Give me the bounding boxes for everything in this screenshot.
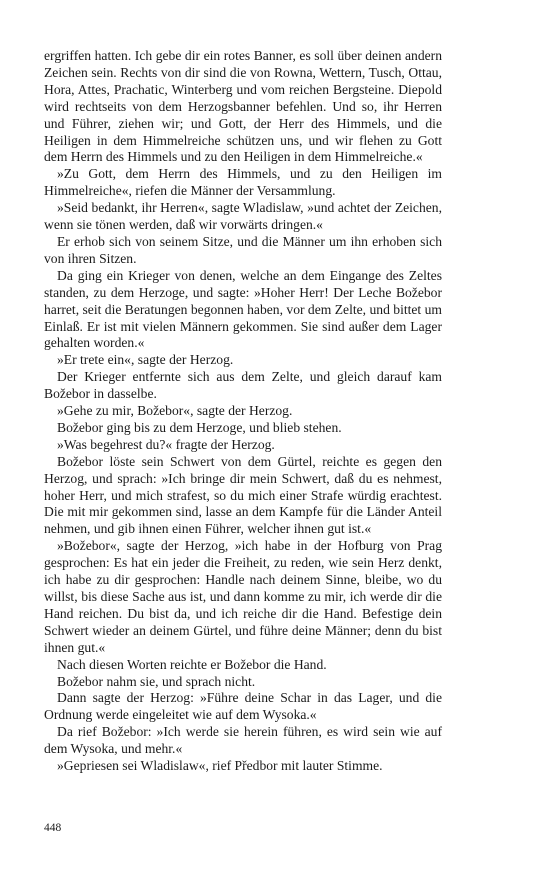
paragraph: Božebor löste sein Schwert von dem Gürtel, reichte es gegen den Herzog, und sprach: »Ich bringe dir mein Schwert, daß du es nehmest, hoher Herr, und mich strafest, so du mich einer Strafe würdig erachtest. Die mit mir gekommen sind, lasse an dem Kampfe für die Länder Anteil nehmen, und gib ihnen einen Führer, welcher ihnen gut ist.« bbox=[44, 453, 442, 537]
paragraph: »Zu Gott, dem Herrn des Himmels, und zu den Heiligen im Himmelreiche«, riefen die Männer der Versammlung. bbox=[44, 166, 442, 199]
paragraph: Dann sagte der Herzog: »Führe deine Schar in das Lager, und die Ordnung werde eingeleitet wie auf dem Wysoka.« bbox=[44, 690, 442, 723]
paragraph: Da ging ein Krieger von denen, welche an dem Eingange des Zeltes standen, zu dem Herzoge, und sagte: »Hoher Herr! Der Leche Božebor harret, seit die Beratungen begonnen haben, vor dem Zelte, und bittet um Einlaß. Er ist mit vielen Männern gekommen. Sie sind außer dem Lager gehalten worden.« bbox=[44, 267, 442, 351]
paragraph: Der Krieger entfernte sich aus dem Zelte, und gleich darauf kam Božebor in dasselbe. bbox=[44, 369, 442, 402]
paragraph: »Was begehrest du?« fragte der Herzog. bbox=[57, 436, 275, 452]
paragraph: Božebor nahm sie, und sprach nicht. bbox=[57, 673, 256, 689]
paragraph: Božebor ging bis zu dem Herzoge, und blieb stehen. bbox=[57, 419, 342, 435]
paragraph-continuation: ergriffen hatten. Ich gebe dir ein rotes Banner, es soll über deinen andern Zeichen sein. Rechts von dir sind die von Rowna, Wettern, Tusch, Ottau, Hora, Attes, Prachatic, Winterberg und vom reichen Bergsteine. Diepold wird rechtseits von dem Herzogsbanner befehlen. Und so, ihr Herren und Führer, ziehen wir; und Gott, der Herr des Himmels, und die Heiligen in dem Himmelreiche schützen uns, und wir flehen zu Gott dem Herrn des Himmels und zu den Heiligen in dem Himmelreiche.« bbox=[44, 48, 442, 165]
paragraph: »Seid bedankt, ihr Herren«, sagte Wladislaw, »und achtet der Zeichen, wenn sie tönen werden, daß wir vorwärts dringen.« bbox=[44, 200, 442, 233]
paragraph: Da rief Božebor: »Ich werde sie herein führen, es wird sein wie auf dem Wysoka, und mehr.« bbox=[44, 724, 442, 757]
page-body bbox=[44, 48, 442, 775]
paragraph: »Er trete ein«, sagte der Herzog. bbox=[57, 352, 234, 368]
paragraph: Er erhob sich von seinem Sitze, und die Männer um ihn erhoben sich von ihren Sitzen. bbox=[44, 233, 442, 266]
paragraph: »Gepriesen sei Wladislaw«, rief Předbor mit lauter Stimme. bbox=[57, 758, 383, 774]
paragraph: »Gehe zu mir, Božebor«, sagte der Herzog. bbox=[57, 403, 293, 419]
page-number: 448 bbox=[44, 822, 62, 834]
paragraph: Nach diesen Worten reichte er Božebor die Hand. bbox=[57, 656, 327, 672]
paragraph: »Božebor«, sagte der Herzog, »ich habe in der Hofburg von Prag gesprochen: Es hat ein jeder die Freiheit, zu reden, wie sein Herz denkt, ich habe zu dir gesprochen: Handle nach deinem Sinne, bleibe, wo du willst, bis diese Sache aus ist, und dann komme zu mir, ich werde dir die Hand reichen. Du bist da, und ich reiche dir die Hand. Befestige dein Schwert wieder an deinem Gürtel, und führe deine Männer; denn du bist ihnen gut.« bbox=[44, 538, 442, 655]
